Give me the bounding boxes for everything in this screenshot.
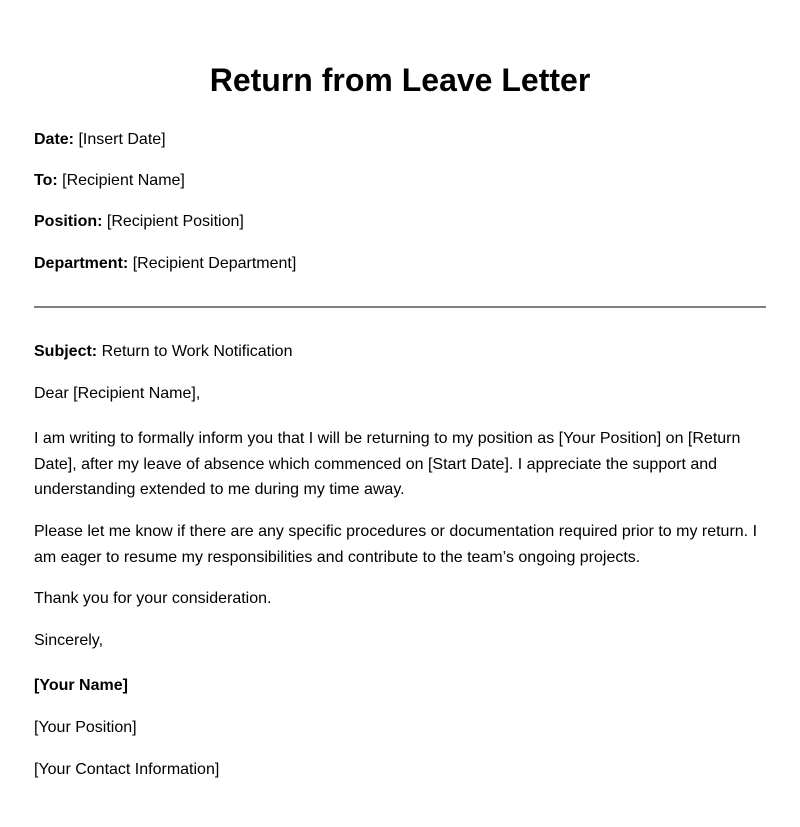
greeting: Dear [Recipient Name], <box>34 385 201 402</box>
department-label: Department: <box>34 255 129 272</box>
body-paragraph-2: Please let me know if there are any specific procedures or documentation required prior to my return. I am eager to resume my responsibilities and contribute to the team’s ongoing projects. <box>34 523 758 566</box>
thank-you-line: Thank you for your consideration. <box>34 590 272 607</box>
date-field <box>34 130 166 150</box>
section-divider <box>34 306 766 308</box>
letter-title: Return from Leave Letter <box>209 62 591 98</box>
subject-field <box>34 342 292 362</box>
signature-contact: [Your Contact Information] <box>34 761 220 778</box>
position-field <box>34 212 244 232</box>
position-label: Position: <box>34 213 103 230</box>
department-field <box>34 254 296 274</box>
signature-position: [Your Position] <box>34 719 137 736</box>
date-value: [Insert Date] <box>78 131 166 148</box>
recipient-label: To: <box>34 172 58 189</box>
department-value: [Recipient Department] <box>132 255 297 272</box>
body-paragraph-1: I am writing to formally inform you that I will be returning to my position as [Your Position] on [Return Date], after my leave of absence which commenced on [Start Date]. I appreciate the support and understanding extended to me during my time away. <box>34 430 741 498</box>
subject-label: Subject: <box>34 343 98 360</box>
subject-value: Return to Work Notification <box>101 343 293 360</box>
recipient-value: [Recipient Name] <box>62 172 185 189</box>
closing: Sincerely, <box>34 632 104 649</box>
date-label: Date: <box>34 131 75 148</box>
signature-name: [Your Name] <box>34 677 128 694</box>
position-value: [Recipient Position] <box>106 213 244 230</box>
recipient-field <box>34 171 185 191</box>
